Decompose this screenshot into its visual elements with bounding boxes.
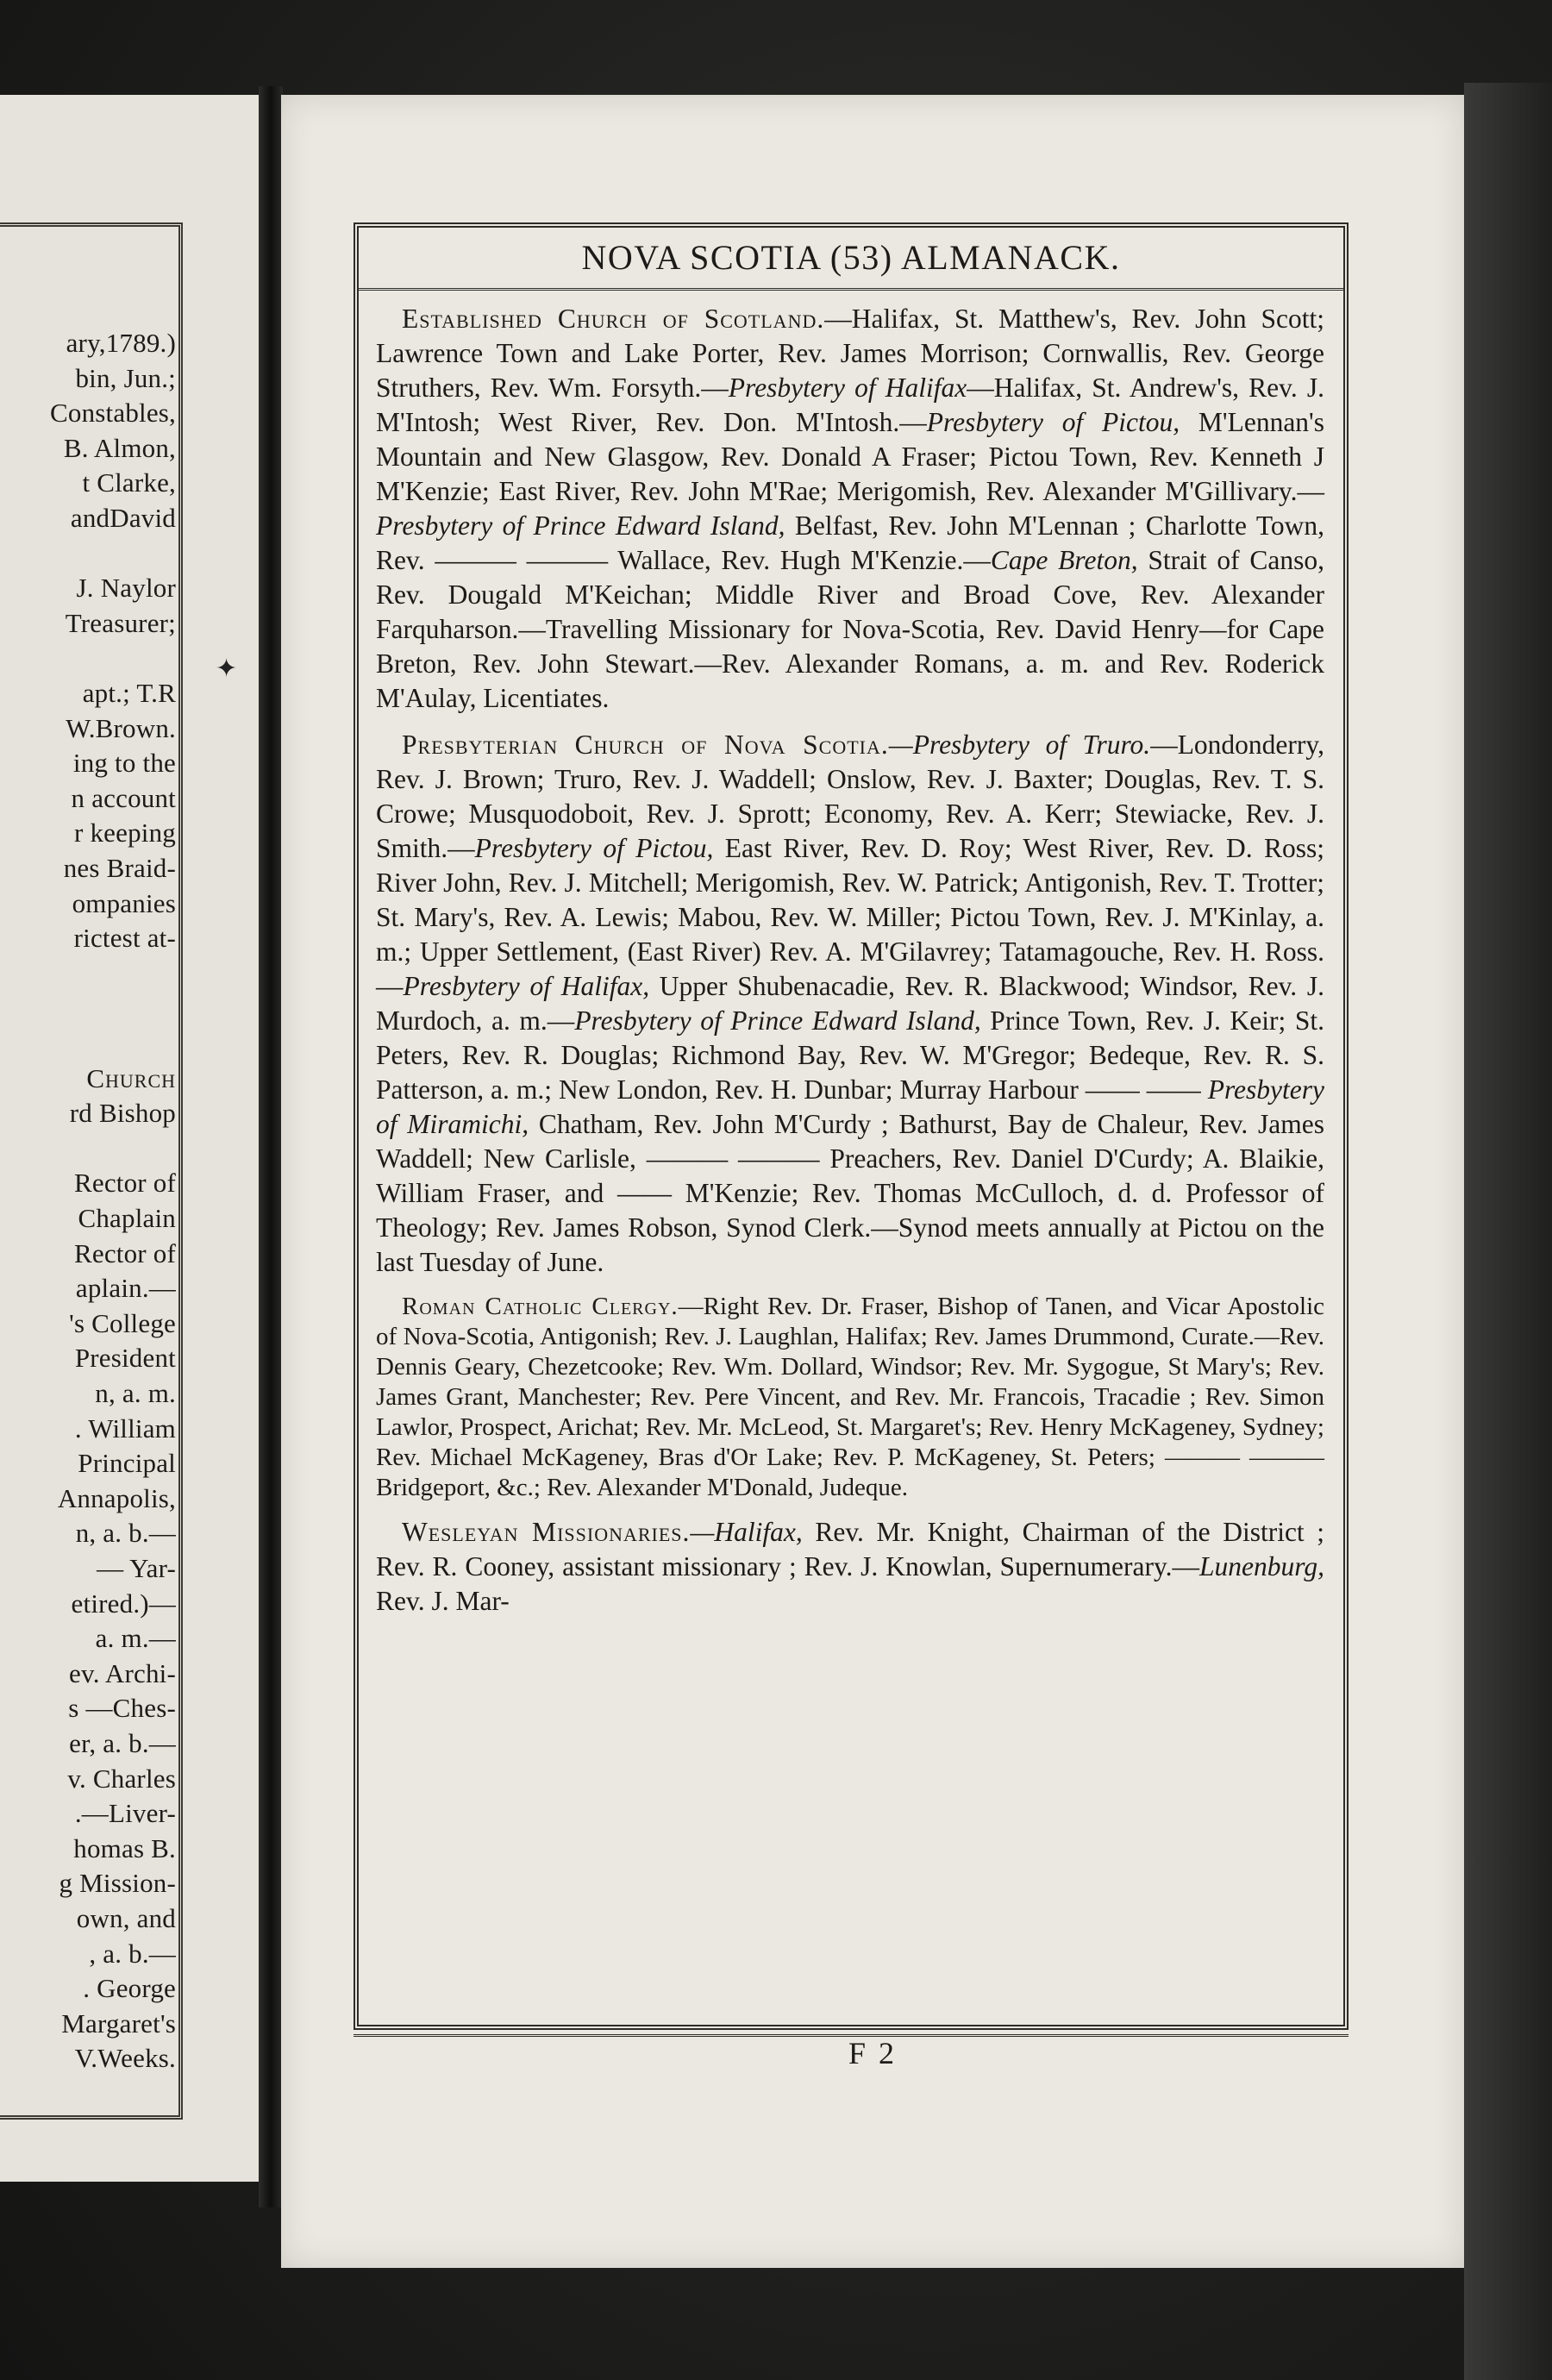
left-page-line: rd Bishop xyxy=(69,1098,176,1129)
left-page-line: s —Ches- xyxy=(68,1693,176,1724)
left-page-line: t Clarke, xyxy=(82,467,176,498)
page-body xyxy=(376,302,1324,1631)
presbyterian-italic-2: Presbytery of Pictou, xyxy=(474,833,714,863)
established-church-paragraph xyxy=(376,302,1324,716)
left-page-line: .—Liver- xyxy=(74,1798,176,1829)
wesleyan-paragraph xyxy=(376,1515,1324,1619)
established-text-1: —Halifax, St. Matthew's, Rev. John Scott; Lawrence Town and Lake Porter, Rev. James Morrison; Cornwallis, Rev. George Struthers, Rev. Wm. Forsyth.— xyxy=(376,304,1324,403)
left-page-line: homas B. xyxy=(73,1832,176,1863)
left-page-line: n, a. b.— xyxy=(75,1518,176,1549)
left-page-line: ing to the xyxy=(72,748,176,779)
left-page-line: own, and xyxy=(76,1903,176,1933)
left-page-line: a. m.— xyxy=(95,1623,176,1654)
left-page-line: Annapolis, xyxy=(57,1482,176,1513)
left-page-line: V.Weeks. xyxy=(74,2043,176,2074)
left-page-line: . George xyxy=(83,1973,176,2004)
left-page-line: n account xyxy=(71,782,176,813)
left-page-line: Chaplain xyxy=(78,1203,176,1233)
left-page-line: , a. b.— xyxy=(89,1938,176,1969)
left-page-line: v. Charles xyxy=(67,1763,176,1794)
established-text-5: Strait of Canso, Rev. Dougald M'Keichan; Middle River and Broad Cove, Rev. Alexander Farquharson.—Travelling Missionary for Nova-Scotia, Rev. David Henry—for Cape Breton, Rev. John Stewart.—Rev. Alexander Romans, a. m. and Rev. Roderick M'Aulay, Licentiates. xyxy=(376,545,1324,713)
book-gutter xyxy=(259,86,283,2208)
presbyterian-text-3: Upper Shubenacadie, Rev. R. Blackwood; Windsor, Rev. J. Murdoch, a. m.— xyxy=(376,971,1324,1036)
wesleyan-text-2: Rev. J. Mar- xyxy=(376,1586,510,1616)
page-header: NOVA SCOTIA (53) ALMANACK. xyxy=(359,228,1343,291)
left-page-line: 's College xyxy=(69,1307,176,1338)
presbyterian-church-heading: Presbyterian Church of Nova Scotia. xyxy=(402,730,889,760)
left-page-line: etired.)— xyxy=(71,1588,176,1619)
left-page-line: g Mission- xyxy=(59,1868,176,1899)
left-page-line: . William xyxy=(74,1412,176,1444)
presbyterian-italic-4: Presbytery of Prince Edward Island, xyxy=(574,1005,981,1036)
established-text-4: Belfast, Rev. John M'Lennan ; Charlotte Town, Rev. ——— ——— Wallace, Rev. Hugh M'Kenzie.— xyxy=(376,510,1324,575)
established-italic-2: Presbytery of Pictou, xyxy=(926,407,1180,437)
left-page-line: apt.; T.R xyxy=(82,678,176,708)
established-italic-4: Cape Breton, xyxy=(990,545,1138,575)
left-page-line: Principal xyxy=(78,1448,176,1479)
left-page-line: Margaret's xyxy=(61,2007,176,2039)
left-page-line: Treasurer; xyxy=(65,607,176,638)
signature-mark: F 2 xyxy=(848,2036,898,2070)
wesleyan-text-1: Rev. Mr. Knight, Chairman of the District ; Rev. R. Cooney, assistant missionary ; Rev. J. Knowlan, Supernumerary.— xyxy=(376,1517,1324,1581)
left-page-line: Constables, xyxy=(50,398,176,429)
left-page-line: bin, Jun.; xyxy=(75,362,176,393)
left-page-line: ev. Archi- xyxy=(69,1657,176,1688)
established-text-3: M'Lennan's Mountain and New Glasgow, Rev. Donald A Fraser; Pictou Town, Rev. Kenneth J M'Kenzie; East River, Rev. John M'Rae; Merigomish, Rev. Alexander M'Gillivary.— xyxy=(376,407,1324,506)
presbyterian-text-2: East River, Rev. D. Roy; West River, Rev. D. Ross; River John, Rev. J. Mitchell; Merigomish, Rev. W. Patrick; Antigonish, Rev. T. Trotter; St. Mary's, Rev. A. Lewis; Mabou, Rev. W. Miller; Pictou Town, Rev. J. M'Kinlay, a. m.; Upper Settlement, (East River) Rev. A. M'Gilavrey; Tatamagouche, Rev. H. Ross. — xyxy=(376,833,1324,1001)
presbyterian-church-paragraph xyxy=(376,728,1324,1280)
left-page-line: J. Naylor xyxy=(76,573,176,604)
presbyterian-text-5: Chatham, Rev. John M'Curdy ; Bathurst, Bay de Chaleur, Rev. James Waddell; New Carlisle, ——— ——— Preachers, Rev. Daniel D'Curdy; A. Blaikie, William Fraser, and —— M'Kenzie; Rev. Thomas McCulloch, d. d. Professor of Theology; Rev. James Robson, Synod Clerk.—Synod meets annually at Pictou on the last Tuesday of June. xyxy=(376,1109,1324,1277)
established-church-heading: Established Church of Scotland. xyxy=(402,304,825,334)
main-page xyxy=(216,95,1464,2268)
presbyterian-text-1: —Londonderry, Rev. J. Brown; Truro, Rev. J. Waddell; Onslow, Rev. J. Baxter; Douglas, Rev. T. S. Crowe; Musquodoboit, Rev. J. Sprott; Economy, Rev. A. Kerr; Stewiacke, Rev. J. Smith.— xyxy=(376,730,1324,863)
established-italic-3: Presbytery of Prince Edward Island, xyxy=(376,510,785,541)
wesleyan-italic-1: —Halifax, xyxy=(690,1517,803,1547)
established-italic-1: Presbytery of Halifax xyxy=(728,373,967,403)
left-page-line: n, a. m. xyxy=(95,1378,176,1408)
scan-edge-shadow xyxy=(1464,83,1552,2380)
left-page-line: Church xyxy=(86,1062,176,1093)
page-border xyxy=(354,222,1349,2030)
wesleyan-italic-2: Lunenburg, xyxy=(1199,1551,1324,1581)
left-page-line: rictest at- xyxy=(73,923,176,954)
presbyterian-italic-5: Presbytery of Miramichi, xyxy=(376,1074,1324,1139)
left-page-line: er, a. b.— xyxy=(69,1728,176,1758)
left-page-line: Rector of xyxy=(73,1168,176,1199)
presbyterian-italic-1: —Presbytery of Truro. xyxy=(888,730,1151,760)
left-page-line: W.Brown. xyxy=(66,712,176,743)
left-page-line: nes Braid- xyxy=(63,853,176,883)
left-page-line: ompanies xyxy=(72,887,176,918)
margin-mark: ✦ xyxy=(216,654,238,683)
left-page-line: andDavid xyxy=(70,503,176,533)
presbyterian-text-4: Prince Town, Rev. J. Keir; St. Peters, Rev. R. Douglas; Richmond Bay, Rev. W. M'Gregor; Bedeque, Rev. R. S. Patterson, a. m.; New London, Rev. H. Dunbar; Murray Harbour —— —— xyxy=(376,1005,1324,1105)
left-page-line: President xyxy=(74,1343,176,1374)
catholic-text-1: —Right Rev. Dr. Fraser, Bishop of Tanen, and Vicar Apostolic of Nova-Scotia, Antigonish; Rev. J. Laughlan, Halifax; Rev. James Drummond, Curate.—Rev. Dennis Geary, Chezetcooke; Rev. Wm. Dollard, Windsor; Rev. Mr. Sygogue, St Mary's; Rev. James Grant, Manchester; Rev. Pere Vincent, and Rev. Mr. Francois, Tracadie ; Rev. Simon Lawlor, Prospect, Arichat; Rev. Mr. McLeod, St. Margaret's; Rev. Henry McKageney, Sydney; Rev. Michael McKageney, Bras d'Or Lake; Rev. P. McKageney, St. Peters; ——— ——— Bridgeport, &c.; Rev. Alexander M'Donald, Judeque. xyxy=(376,1293,1324,1501)
left-page-line: aplain.— xyxy=(75,1273,176,1304)
left-page-line: B. Almon, xyxy=(63,432,176,463)
wesleyan-heading: Wesleyan Missionaries. xyxy=(402,1517,691,1547)
left-page-line: ary,1789.) xyxy=(66,328,176,358)
left-page-line: — Yar- xyxy=(97,1553,176,1583)
presbyterian-italic-3: Presbytery of Halifax, xyxy=(403,971,650,1001)
left-page-line: r keeping xyxy=(73,817,176,849)
left-page-line: Rector of xyxy=(73,1237,176,1268)
left-facing-page xyxy=(0,95,264,2182)
catholic-clergy-heading: Roman Catholic Clergy. xyxy=(402,1293,679,1320)
established-text-2: —Halifax, St. Andrew's, Rev. J. M'Intosh; West River, Rev. Don. M'Intosh.— xyxy=(376,373,1325,437)
catholic-clergy-paragraph xyxy=(376,1292,1324,1503)
